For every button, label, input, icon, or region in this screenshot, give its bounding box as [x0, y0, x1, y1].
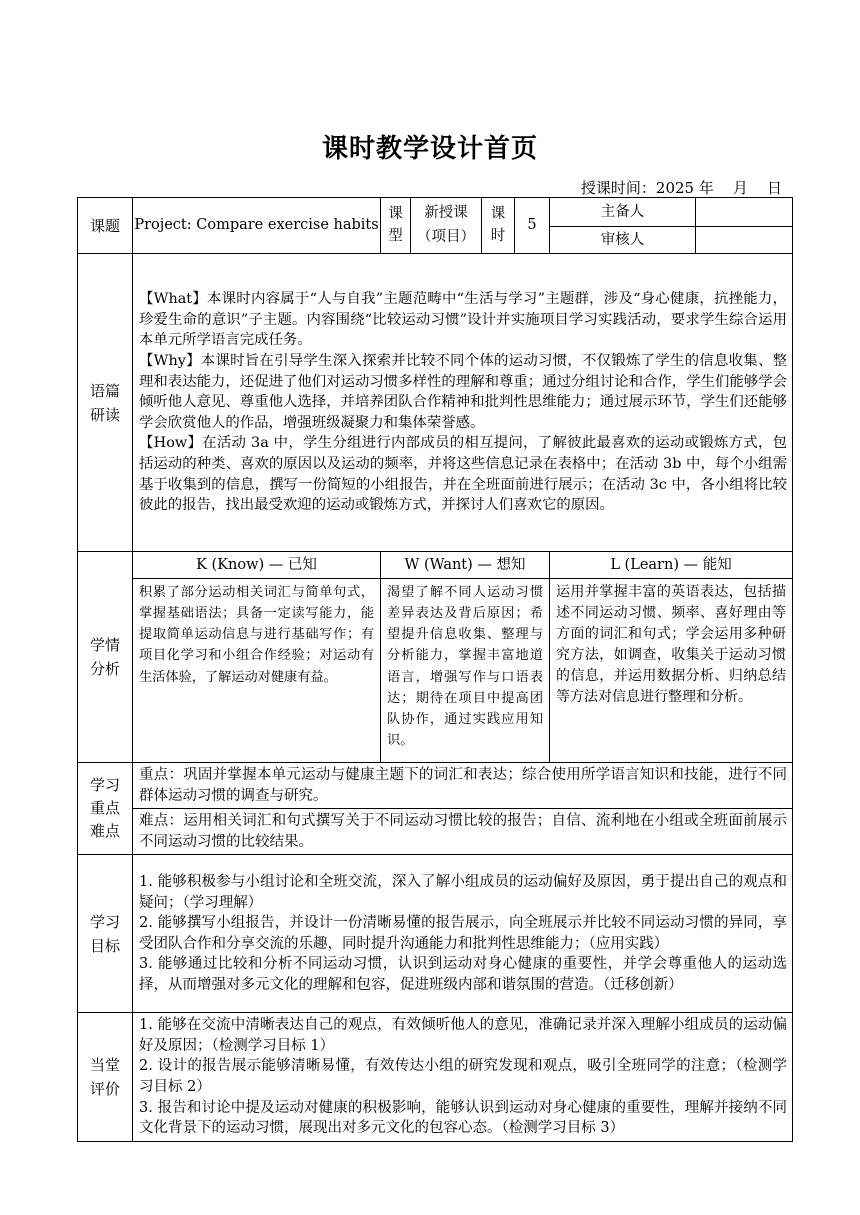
l-content: 运用并掌握丰富的英语表达，包括描述不同运动习惯、频率、喜好理由等方面的词汇和句式；学会运用多种研究方法，如调查，收集关于运动习惯的信息，并运用数据分析、归纳总结等方法对信息进行整理和分析。 [550, 579, 793, 763]
topic-label: 课题 [78, 198, 133, 254]
objective-item-2: 2. 能够撰写小组报告，并设计一份清晰易懂的报告展示，向全班展示并比较不同运动习惯的异同，享受团队合作和分享交流的乐趣，同时提升沟通能力和批判性思维能力；（应用实践） [139, 915, 788, 952]
hours-label: 课时 [482, 198, 515, 254]
assessment-item-1: 1. 能够在交流中清晰表达自己的观点，有效倾听他人的意见，准确记录并深入理解小组成员的运动偏好及原因；（检测学习目标 1） [139, 1017, 788, 1054]
page-title: 课时教学设计首页 [321, 134, 538, 164]
k-content: 积累了部分运动相关词汇与简单句式，掌握基础语法；具备一定读写能力，能提取简单运动信息与进行基础写作；有项目化学习和小组合作经验；对运动有生活体验，了解运动对健康有益。 [133, 579, 381, 763]
class-date: 授课时间：2025 年 月 日 [580, 179, 782, 197]
type-value: 新授课（项目） [411, 198, 482, 254]
objective-item-3: 3. 能够通过比较和分析不同运动习惯，认识到运动对身心健康的重要性，并学会尊重他人的运动选择，从而增强对多元文化的理解和包容，促进班级内部和谐氛围的营造。（迁移创新） [139, 956, 788, 993]
difficulty-text: 难点：运用相关词汇和句式撰写关于不同运动习惯比较的报告；自信、流利地在小组或全班面前展示不同运动习惯的比较结果。 [133, 809, 793, 855]
w-header: W (Want) — 想知 [381, 552, 550, 579]
topic-value: Project: Compare exercise habits [133, 198, 381, 254]
what-paragraph: 【What】本课时内容属于“人与自我”主题范畴中“生活与学习”主题群，涉及“身心健康，抗挫能力，珍爱生命的意识”子主题。内容围绕“比较运动习惯”设计并实施项目学习实践活动，要求学生综合运用本单元所学语言完成任务。 [139, 291, 788, 349]
w-content: 渴望了解不同人运动习惯差异表达及背后原因；希望提升信息收集、整理与分析能力，掌握丰富地道语言，增强写作与口语表达；期待在项目中提高团队协作，通过实践应用知识。 [381, 579, 550, 763]
focus-text: 重点：巩固并掌握本单元运动与健康主题下的词汇和表达；综合使用所学语言知识和技能，进行不同群体运动习惯的调查与研究。 [133, 763, 793, 809]
text-study-label: 语篇研读 [78, 254, 133, 552]
l-header: L (Learn) — 能知 [550, 552, 793, 579]
objective-item-1: 1. 能够积极参与小组讨论和全班交流，深入了解小组成员的运动偏好及原因，勇于提出自己的观点和疑问；（学习理解） [139, 874, 788, 911]
why-paragraph: 【Why】本课时旨在引导学生深入探索并比较不同个体的运动习惯，不仅锻炼了学生的信息收集、整理和表达能力，还促进了他们对运动习惯多样性的理解和尊重；通过分组讨论和合作，学生们能够学会倾听他人意见、尊重他人选择，并培养团队合作精神和批判性思维能力；通过展示环节，学生们还能够学会欣赏他人的作品，增强班级凝聚力和集体荣誉感。 [139, 353, 788, 431]
objectives-label: 学习目标 [78, 855, 133, 1013]
assessment-item-3: 3. 报告和讨论中提及运动对健康的积极影响，能够认识到运动对身心健康的重要性，理解并接纳不同文化背景下的运动习惯，展现出对多元文化的包容心态。（检测学习目标 3） [139, 1099, 788, 1137]
preparer-value[interactable] [696, 198, 793, 227]
reviewer-label: 审核人 [550, 227, 696, 254]
lesson-design-table [77, 197, 793, 1142]
assessment-label: 当堂评价 [78, 1013, 133, 1141]
k-header: K (Know) — 已知 [133, 552, 381, 579]
learner-analysis-label: 学情分析 [78, 552, 133, 763]
how-paragraph: 【How】在活动 3a 中，学生分组进行内部成员的相互提问，了解彼此最喜欢的运动或锻炼方式，包括运动的种类、喜欢的原因以及运动的频率，并将这些信息记录在表格中；在活动 3b 中，每个小组需基于收集到的信息，撰写一份简短的小组报告，并在全班面前进行展示；在活动 3c 中，各小组将比较彼此的报告，找出最受欢迎的运动或锻炼方式，并探讨人们喜欢它的原因。 [139, 435, 788, 514]
reviewer-value[interactable] [696, 227, 793, 254]
key-points-label: 学习重点难点 [78, 763, 133, 855]
preparer-label: 主备人 [550, 198, 696, 227]
assessment-item-2: 2. 设计的报告展示能够清晰易懂，有效传达小组的研究发现和观点，吸引全班同学的注意；（检测学习目标 2） [139, 1058, 788, 1096]
hours-value: 5 [515, 198, 550, 254]
type-label: 课型 [381, 198, 411, 254]
